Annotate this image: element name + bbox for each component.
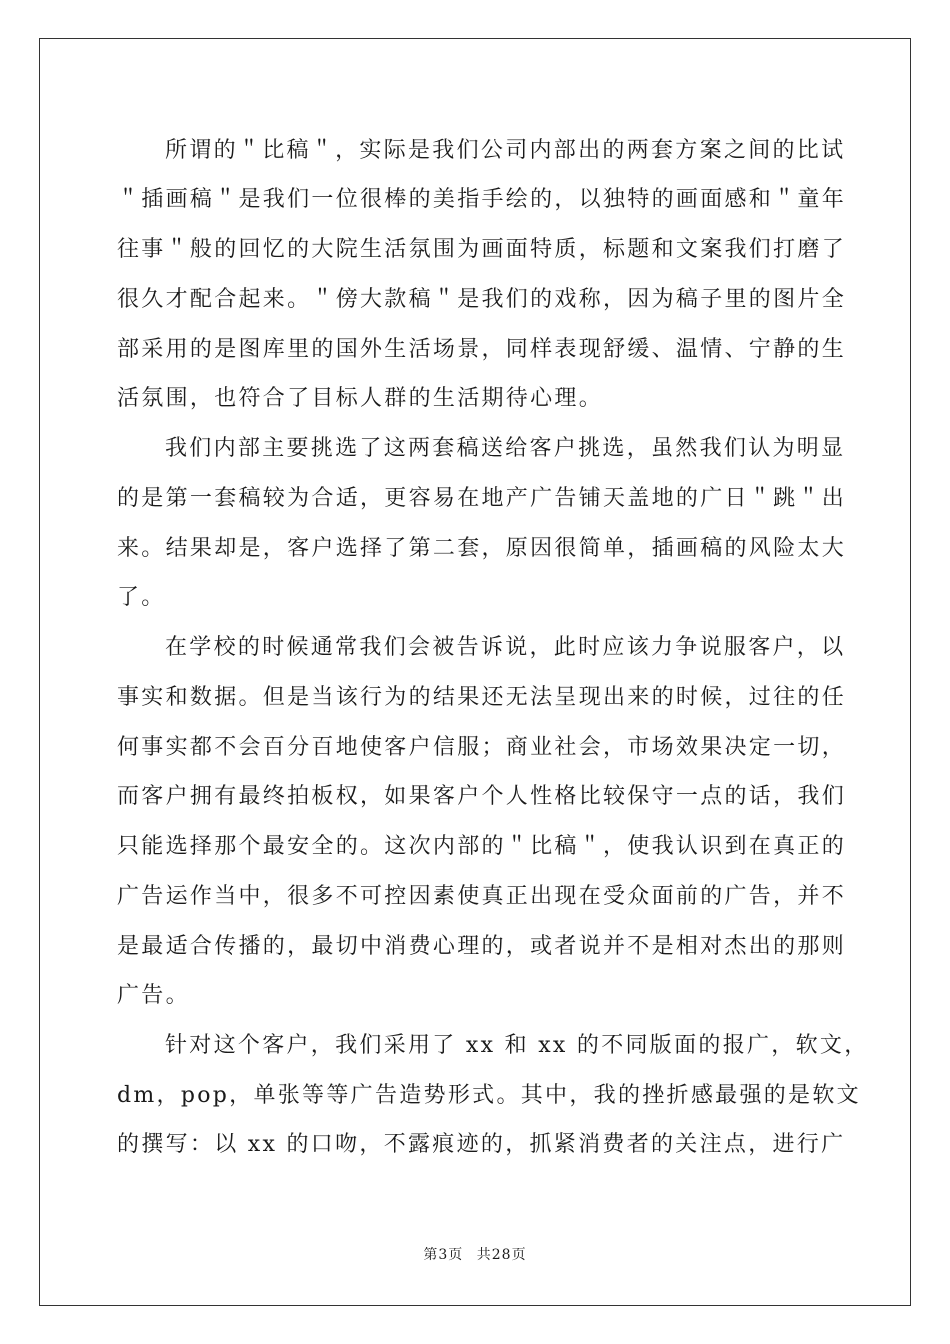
text-line: 广告运作当中，很多不可控因素使真正出现在受众面前的广告，并不 bbox=[117, 884, 847, 909]
text-line: 在学校的时候通常我们会被告诉说，此时应该力争说服客户，以 bbox=[165, 635, 846, 660]
text-line: 很久才配合起来。＂傍大款稿＂是我们的戏称，因为稿子里的图片全 bbox=[117, 287, 847, 312]
text-line: 事实和数据。但是当该行为的结果还无法呈现出来的时候，过往的任 bbox=[117, 685, 847, 710]
text-line: 是最适合传播的，最切中消费心理的，或者说并不是相对杰出的那则 bbox=[117, 934, 847, 959]
text-line: dm，pop，单张等等广告造势形式。其中，我的挫折感最强的是软文 bbox=[117, 1083, 861, 1108]
text-line: 来。结果却是，客户选择了第二套，原因很简单，插画稿的风险太大 bbox=[117, 536, 847, 561]
text-line: 针对这个客户，我们采用了 xx 和 xx 的不同版面的报广，软文， bbox=[165, 1033, 869, 1058]
text-line: ＂插画稿＂是我们一位很棒的美指手绘的，以独特的画面感和＂童年 bbox=[117, 187, 847, 212]
text-line: 的撰写：以 xx 的口吻，不露痕迹的，抓紧消费者的关注点，进行广 bbox=[117, 1132, 846, 1157]
text-line: 只能选择那个最安全的。这次内部的＂比稿＂，使我认识到在真正的 bbox=[117, 834, 847, 859]
text-line: 活氛围，也符合了目标人群的生活期待心理。 bbox=[117, 386, 604, 411]
current-page-number: 第3页 bbox=[423, 1247, 464, 1263]
text-line: 而客户拥有最终拍板权，如果客户个人性格比较保守一点的话，我们 bbox=[117, 784, 847, 809]
text-line: 的是第一套稿较为合适，更容易在地产广告铺天盖地的广日＂跳＂出 bbox=[117, 486, 847, 511]
text-line: 广告。 bbox=[117, 983, 190, 1008]
page-border bbox=[39, 38, 911, 1306]
page-footer bbox=[0, 1247, 950, 1263]
text-line: 所谓的＂比稿＂，实际是我们公司内部出的两套方案之间的比试 bbox=[165, 138, 846, 163]
text-line: 了。 bbox=[117, 585, 166, 610]
text-line: 往事＂般的回忆的大院生活氛围为画面特质，标题和文案我们打磨了 bbox=[117, 237, 847, 262]
text-line: 部采用的是图库里的国外生活场景，同样表现舒缓、温情、宁静的生 bbox=[117, 337, 847, 362]
text-line: 我们内部主要挑选了这两套稿送给客户挑选，虽然我们认为明显 bbox=[165, 436, 846, 461]
total-page-count: 共28页 bbox=[476, 1247, 527, 1263]
text-line: 何事实都不会百分百地使客户信服；商业社会，市场效果决定一切， bbox=[117, 735, 847, 760]
